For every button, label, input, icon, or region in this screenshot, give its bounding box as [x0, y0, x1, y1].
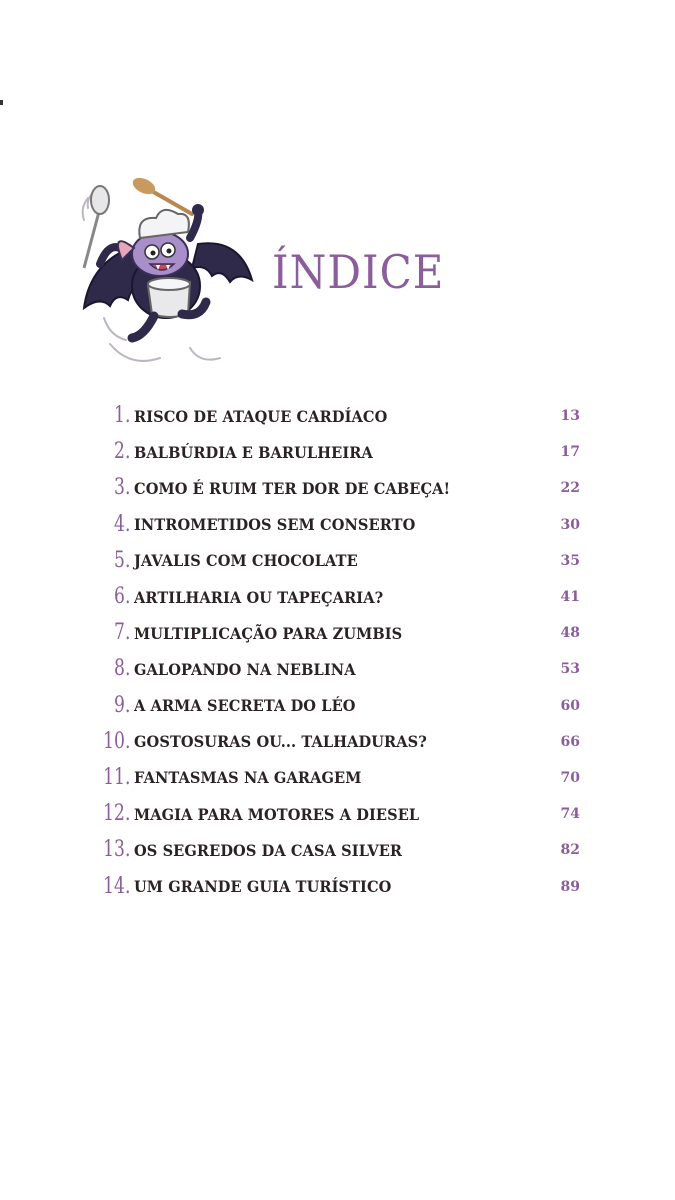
chapter-title: FANTASMAS NA GARAGEM: [134, 768, 362, 788]
chapter-number: 3.: [114, 475, 131, 501]
chapter-page-number: 70: [560, 769, 580, 786]
toc-entry[interactable]: [88, 615, 588, 651]
chapter-page-number: 13: [560, 408, 580, 425]
chapter-number: 12.: [103, 801, 131, 827]
toc-entry[interactable]: [88, 398, 588, 434]
chapter-number: 5.: [114, 547, 131, 573]
chapter-page-number: 89: [560, 878, 580, 895]
toc-entry[interactable]: [88, 688, 588, 724]
chapter-page-number: 41: [560, 589, 580, 606]
chapter-title: UM GRANDE GUIA TURÍSTICO: [134, 877, 392, 897]
toc-entry[interactable]: [88, 868, 588, 904]
chapter-number: 14.: [103, 873, 131, 899]
toc-entry[interactable]: [88, 579, 588, 615]
chapter-number: 2.: [114, 439, 131, 465]
toc-entry[interactable]: [88, 724, 588, 760]
chapter-title: ARTILHARIA OU TAPEÇARIA?: [134, 587, 384, 607]
chapter-page-number: 35: [560, 552, 580, 569]
toc-entry[interactable]: [88, 760, 588, 796]
chapter-number: 13.: [103, 837, 131, 863]
chapter-number: 7.: [114, 620, 131, 646]
chapter-title: COMO É RUIM TER DOR DE CABEÇA!: [134, 478, 451, 498]
chapter-page-number: 60: [560, 697, 580, 714]
chapter-title: GALOPANDO NA NEBLINA: [134, 659, 356, 679]
chapter-title: INTROMETIDOS SEM CONSERTO: [134, 515, 416, 535]
chapter-page-number: 30: [560, 516, 580, 533]
toc-entry[interactable]: [88, 796, 588, 832]
chapter-number: 8.: [114, 656, 131, 682]
chapter-title: OS SEGREDOS DA CASA SILVER: [134, 840, 403, 860]
chapter-page-number: 48: [560, 625, 580, 642]
toc-entry[interactable]: [88, 651, 588, 687]
page-title: ÍNDICE: [272, 246, 445, 299]
chapter-page-number: 66: [560, 733, 580, 750]
toc-entry[interactable]: [88, 507, 588, 543]
chapter-title: BALBÚRDIA E BARULHEIRA: [134, 442, 373, 462]
toc-entry[interactable]: [88, 470, 588, 506]
chapter-number: 1.: [114, 403, 131, 429]
chapter-page-number: 82: [560, 842, 580, 859]
chapter-title: RISCO DE ATAQUE CARDÍACO: [134, 406, 388, 426]
chapter-title: GOSTOSURAS OU... TALHADURAS?: [134, 732, 427, 752]
chapter-title: A ARMA SECRETA DO LÉO: [134, 696, 356, 716]
chapter-title: MAGIA PARA MOTORES A DIESEL: [134, 804, 420, 824]
chapter-page-number: 74: [560, 806, 580, 823]
chapter-number: 9.: [114, 692, 131, 718]
page-edge-mark: [0, 100, 4, 106]
chapter-title: MULTIPLICAÇÃO PARA ZUMBIS: [134, 623, 403, 643]
chapter-number: 6.: [114, 584, 131, 610]
chapter-page-number: 22: [560, 480, 580, 497]
toc-entry[interactable]: [88, 543, 588, 579]
toc-entry[interactable]: [88, 434, 588, 470]
table-of-contents: [88, 398, 588, 905]
chapter-number: 10.: [103, 728, 131, 754]
chapter-page-number: 53: [560, 661, 580, 678]
vampire-bat-chef-illustration: [70, 168, 260, 378]
chapter-title: JAVALIS COM CHOCOLATE: [134, 551, 358, 571]
chapter-page-number: 17: [560, 444, 580, 461]
chapter-number: 11.: [103, 764, 131, 790]
toc-entry[interactable]: [88, 832, 588, 868]
chapter-number: 4.: [114, 511, 131, 537]
